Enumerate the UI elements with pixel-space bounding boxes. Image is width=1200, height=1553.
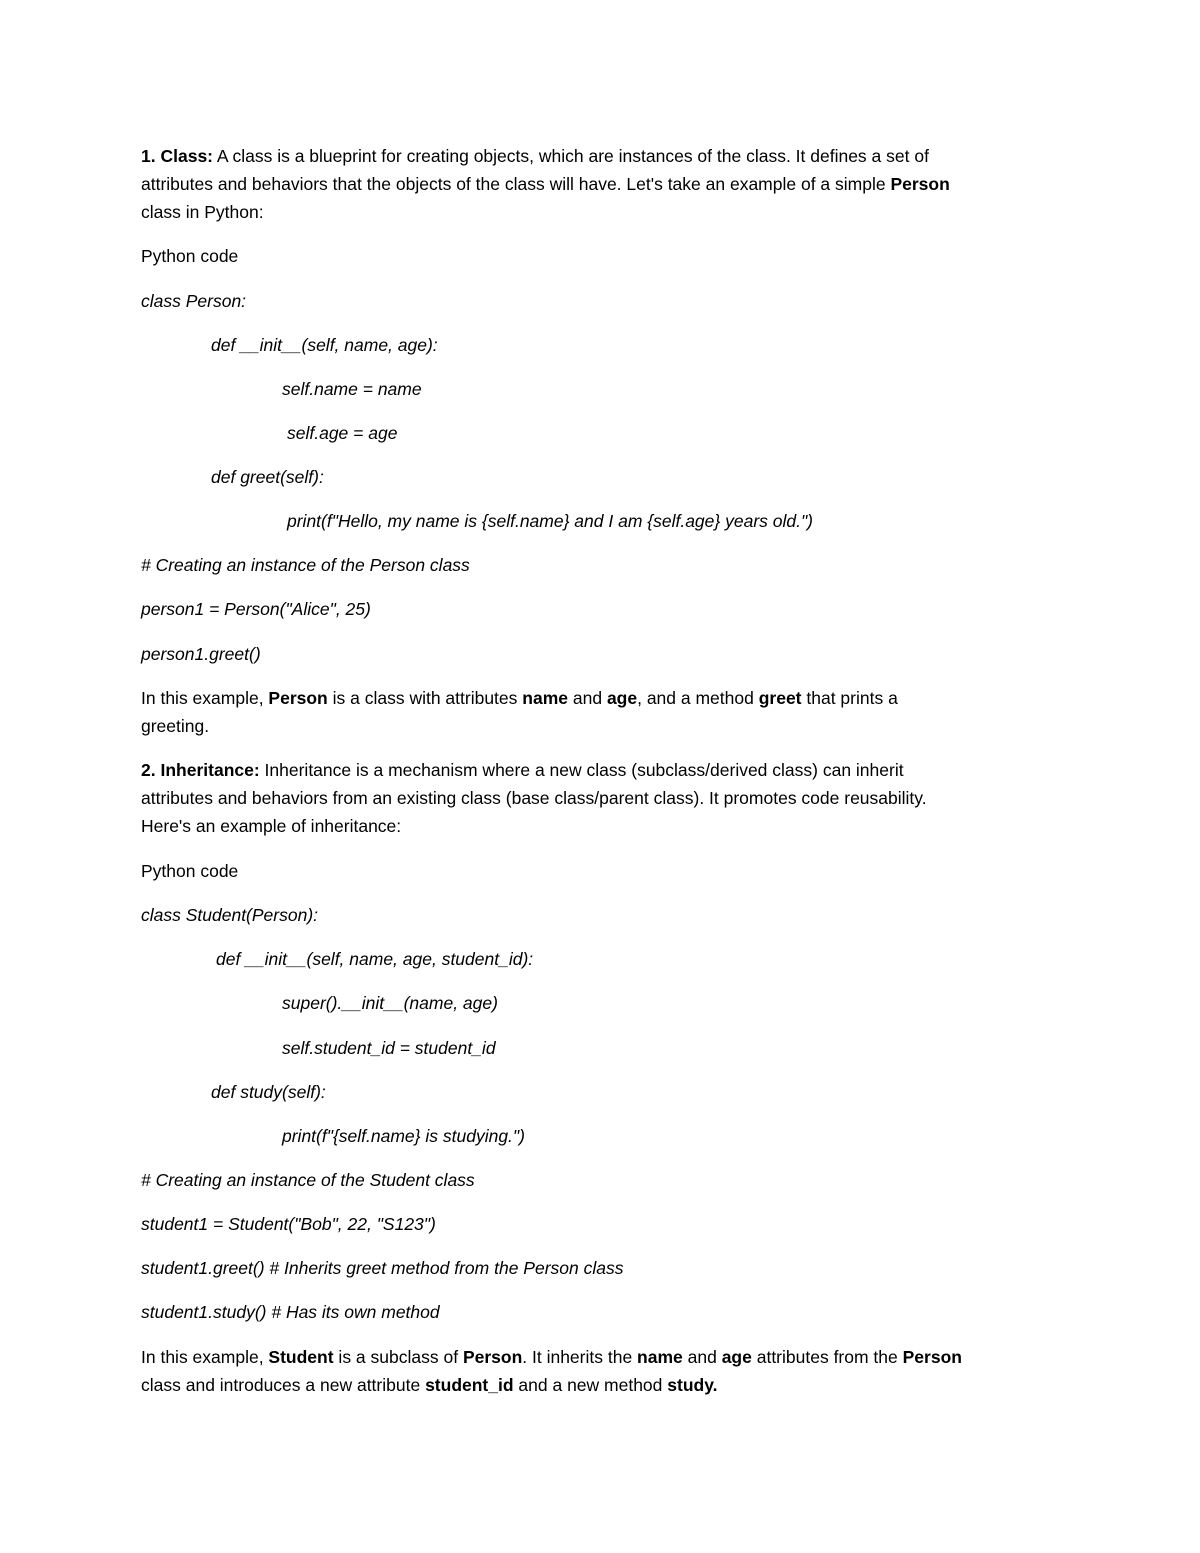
summary-text: attributes from the [751,1347,903,1367]
summary-keyword: age [721,1347,752,1367]
code-comment: # Creating an instance of the Student class [141,1170,475,1190]
section1-intro-line3: class in Python: [141,202,264,222]
summary-keyword: age [606,688,638,708]
section1-intro-line2 [141,173,950,195]
code-line: person1.greet() [141,644,261,664]
summary-text: that prints a [801,688,898,708]
section1-intro-line1 [141,145,929,167]
summary-text: , and a method [637,688,759,708]
summary-keyword: student_id [425,1375,514,1395]
code-line: student1.study() # Has its own method [141,1302,440,1322]
summary-text: and [682,1347,722,1367]
code-line: super().__init__(name, age) [282,993,498,1013]
summary-keyword: Person [902,1347,962,1367]
summary-keyword: name [522,688,568,708]
code-line: self.age = age [287,423,398,443]
summary-keyword: Student [268,1347,334,1367]
section1-summary-line2: greeting. [141,716,210,736]
summary-text: In this example, [141,688,269,708]
section2-summary-line2 [141,1374,718,1396]
section2-intro-text1: Inheritance is a mechanism where a new class (subclass/derived class) can inherit [259,760,904,780]
section2-heading: Inheritance: [160,760,260,780]
summary-text: is a subclass of [333,1347,463,1367]
code-line: person1 = Person("Alice", 25) [141,599,371,619]
code-line: self.name = name [282,379,422,399]
summary-keyword: name [637,1347,683,1367]
section2-intro-line1 [141,759,904,781]
section2-intro-line2: attributes and behaviors from an existing class (base class/parent class). It promotes code reusability. [141,788,927,808]
summary-keyword: Person [268,688,328,708]
summary-text: class and introduces a new attribute [141,1375,426,1395]
code-line: self.student_id = student_id [282,1038,496,1058]
section1-intro-person: Person [890,174,950,194]
summary-text: is a class with attributes [327,688,523,708]
summary-text: and a new method [513,1375,668,1395]
summary-keyword: study. [667,1375,718,1395]
code-line: def __init__(self, name, age): [211,335,438,355]
section1-intro-text1: A class is a blueprint for creating objects, which are instances of the class. It defines a set of [213,146,929,166]
code-line: def study(self): [211,1082,326,1102]
section2-intro-line3: Here's an example of inheritance: [141,816,402,836]
code-line: class Student(Person): [141,905,319,925]
summary-text: and [568,688,607,708]
summary-text: In this example, [141,1347,269,1367]
section2-summary-line1 [141,1346,962,1368]
code-comment: # Creating an instance of the Person class [141,555,470,575]
section2-code-label: Python code [141,861,239,881]
section1-summary-line1 [141,687,898,709]
section1-intro-text2: attributes and behaviors that the objects of the class will have. Let's take an example of a simple [141,174,891,194]
code-line: student1.greet() # Inherits greet method from the Person class [141,1258,624,1278]
code-line: print(f"{self.name} is studying.") [282,1126,525,1146]
section2-number: 2. [141,760,156,780]
code-line: print(f"Hello, my name is {self.name} and I am {self.age} years old.") [287,511,814,531]
summary-keyword: Person [462,1347,523,1367]
code-line: def __init__(self, name, age, student_id): [216,949,534,969]
section1-heading: Class: [160,146,214,166]
section1-code-label: Python code [141,246,239,266]
summary-keyword: greet [758,688,802,708]
code-line: student1 = Student("Bob", 22, "S123") [141,1214,436,1234]
summary-text: . It inherits the [522,1347,638,1367]
code-line: def greet(self): [211,467,324,487]
code-line: class Person: [141,291,247,311]
section1-number: 1. [141,146,156,166]
